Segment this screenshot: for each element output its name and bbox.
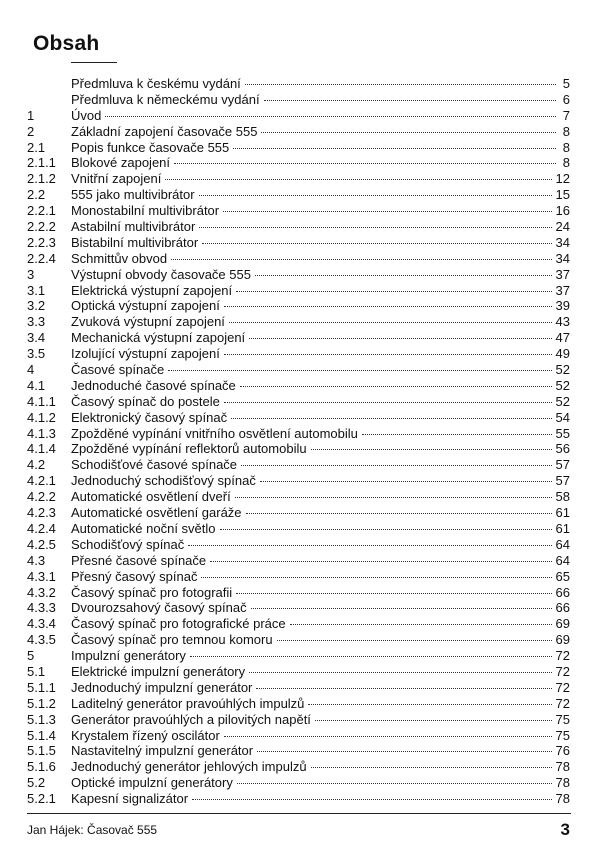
toc-entry-number: 5.1.5 [27,743,56,759]
toc-entry [0,569,600,585]
dot-leader [256,688,551,689]
toc-entry-page: 52 [555,362,570,378]
dot-leader [224,354,552,355]
toc-entry-title: Jednoduchý generátor jehlových impulzů [71,759,307,775]
toc-entry-title: Blokové zapojení [71,155,171,171]
dot-leader [277,640,552,641]
toc-entry-line [71,378,570,394]
toc-entry-number: 5 [27,648,35,664]
dot-leader [245,84,556,85]
toc-entry-page: 75 [555,711,570,727]
dot-leader [223,211,551,212]
toc-entry [0,759,600,775]
dot-leader [199,195,552,196]
toc-entry [0,489,600,505]
dot-leader [105,116,556,117]
toc-entry-number: 4.2.2 [27,489,56,505]
toc-entry-page: 8 [562,123,570,139]
toc-entry-page: 72 [555,695,570,711]
toc-entry-line [71,680,570,696]
toc-entry-number: 3.4 [27,330,46,346]
toc-entry-line [71,346,570,362]
toc-entry-line [71,283,570,299]
dot-leader [315,720,552,721]
toc-entry [0,235,600,251]
toc-entry-page: 54 [555,409,570,425]
toc-entry-title: Časový spínač pro fotografické práce [71,616,286,632]
toc-entry-title: Vnitřní zapojení [71,171,162,187]
toc-entry-line [71,521,570,537]
toc-entry-line [71,537,570,553]
dot-leader [246,513,552,514]
toc-entry-title: Jednoduchý impulzní generátor [71,679,253,695]
toc-entry-line [71,124,570,140]
toc-entry-line [71,585,570,601]
toc-entry [0,505,600,521]
toc-entry-line [71,362,570,378]
toc-entry-page: 7 [562,107,570,123]
dot-leader [249,672,551,673]
toc-entry-title: Schodišťové časové spínače [71,457,238,473]
toc-entry-page: 49 [555,346,570,362]
dot-leader [311,767,552,768]
toc-entry-number: 5.2 [27,775,46,791]
toc-entry [0,92,600,108]
dot-leader [236,291,551,292]
toc-entry-page: 56 [555,441,570,457]
dot-leader [236,593,551,594]
toc-entry-line [71,298,570,314]
toc-entry-line [71,171,570,187]
toc-entry-title: Předmluva k českému vydání [71,76,241,91]
toc-entry-page: 57 [555,473,570,489]
toc-entry-title: Optické impulzní generátory [71,775,233,791]
toc-entry-number: 4.3.5 [27,632,56,648]
dot-leader [255,275,552,276]
dot-leader [188,545,551,546]
toc-entry [0,171,600,187]
toc-entry-title: Nastavitelný impulzní generátor [71,743,254,759]
toc-entry-number: 2.2.4 [27,250,56,266]
dot-leader [362,434,552,435]
toc-entry-line [71,76,570,92]
toc-entry-page: 76 [555,743,570,759]
toc-entry-page: 52 [555,377,570,393]
dot-leader [235,497,552,498]
toc-entry [0,140,600,156]
toc-entry-line [71,791,570,807]
toc-entry [0,314,600,330]
toc-entry-title: Generátor pravoúhlých a pilovitých napětí [71,711,311,727]
toc-entry-page: 66 [555,584,570,600]
toc-entry-number: 5.1.4 [27,727,56,743]
toc-entry-number: 5.2.1 [27,791,56,807]
toc-entry-title: Popis funkce časovače 555 [71,139,230,155]
toc-entry [0,664,600,680]
toc-entry-line [71,696,570,712]
dot-leader [201,577,551,578]
toc-entry-title: Automatické osvětlení garáže [71,505,242,521]
toc-entry-number: 5.1.1 [27,679,56,695]
dot-leader [237,783,552,784]
toc-entry-line [71,457,570,473]
toc-entry-title: Krystalem řízený oscilátor [71,727,220,743]
toc-entry-line [71,759,570,775]
toc-entry-line [71,632,570,648]
toc-entry-title: Schmittův obvod [71,250,168,266]
toc-entry-page: 57 [555,457,570,473]
toc-entry-page: 75 [555,727,570,743]
toc-entry [0,712,600,728]
dot-leader [202,243,551,244]
toc-entry-title: Kapesní signalizátor [71,791,189,807]
toc-entry-line [71,219,570,235]
toc-entry-title: Přesné časové spínače [71,552,207,568]
toc-entry [0,441,600,457]
toc-entry-number: 4.3.4 [27,616,56,632]
toc-entry-page: 12 [555,171,570,187]
toc-entry-title: Základní zapojení časovače 555 [71,123,258,139]
toc-entry [0,362,600,378]
dot-leader [165,179,551,180]
toc-entry-line [71,108,570,124]
toc-entry [0,187,600,203]
toc-entry-line [71,728,570,744]
toc-entry-line [71,426,570,442]
toc-entry-page: 78 [555,775,570,791]
toc-entry-page: 66 [555,600,570,616]
toc-entry [0,696,600,712]
toc-entry-title: Časový spínač do postele [71,393,220,409]
toc-entry-title: Automatické noční světlo [71,520,216,536]
toc-entry-number: 4.2.4 [27,520,56,536]
toc-entry-number: 4.1.3 [27,425,56,441]
toc-entry-number: 4.2.1 [27,473,56,489]
toc-entry [0,155,600,171]
toc-entry-line [71,330,570,346]
toc-entry [0,632,600,648]
toc-entry-number: 4.2.5 [27,536,56,552]
dot-leader [231,418,551,419]
toc-entry [0,283,600,299]
toc-entry-page: 37 [555,282,570,298]
toc-entry-number: 4 [27,362,35,378]
footer-divider [27,813,571,814]
dot-leader [224,736,552,737]
toc-entry-number: 4.1.1 [27,393,56,409]
toc-entry-number: 4.2.3 [27,505,56,521]
toc-entry-number: 2.2.1 [27,203,56,219]
toc-entry-title: Automatické osvětlení dveří [71,489,231,505]
toc-entry-page: 43 [555,314,570,330]
toc-entry-line [71,569,570,585]
toc-entry-page: 58 [555,489,570,505]
page-number: 3 [560,820,570,839]
toc-entry-title: Jednoduchý schodišťový spínač [71,473,256,489]
toc-entry-page: 24 [555,219,570,235]
toc-entry-number: 3.3 [27,314,46,330]
toc-entry-number: 5.1 [27,663,46,679]
toc-entry [0,346,600,362]
toc-entry [0,124,600,140]
toc-entry-title: Jednoduché časové spínače [71,377,236,393]
toc-entry [0,410,600,426]
toc-entry-number: 4.3 [27,552,46,568]
toc-entry-line [71,410,570,426]
toc-entry [0,219,600,235]
toc-entry-line [71,203,570,219]
toc-entry-title: Přesný časový spínač [71,568,198,584]
toc-entry-number: 4.3.2 [27,584,56,600]
toc-entry-number: 4.2 [27,457,46,473]
toc-entry-number: 4.1.4 [27,441,56,457]
toc-entry-title: Časový spínač pro temnou komoru [71,632,273,648]
toc-entry-line [71,600,570,616]
toc-entry-page: 72 [555,679,570,695]
toc-entry-page: 78 [555,791,570,807]
toc-entry-line [71,505,570,521]
toc-entry [0,76,600,92]
dot-leader [168,370,551,371]
toc-entry-number: 3.5 [27,346,46,362]
toc-entry [0,791,600,807]
dot-leader [264,100,556,101]
toc-entry-title: Předmluva k německému vydání [71,91,260,107]
toc-entry-page: 64 [555,536,570,552]
dot-leader [261,132,556,133]
toc-entry-line [71,155,570,171]
toc-entry-page: 65 [555,568,570,584]
dot-leader [290,624,552,625]
toc-entry-line [71,140,570,156]
dot-leader [229,322,552,323]
toc-entry-number: 1 [27,107,35,123]
dot-leader [199,227,551,228]
toc-entry [0,394,600,410]
dot-leader [171,259,551,260]
toc-entry-line [71,92,570,108]
toc-entry [0,585,600,601]
toc-entry-page: 78 [555,759,570,775]
toc-entry-title: Dvourozsahový časový spínač [71,600,247,616]
toc-entry-page: 69 [555,632,570,648]
dot-leader [257,751,551,752]
title-divider [71,62,117,63]
dot-leader [233,148,556,149]
table-of-contents [0,76,600,807]
toc-entry [0,616,600,632]
toc-entry-number: 5.1.3 [27,711,56,727]
toc-entry-title: Laditelný generátor pravoúhlých impulzů [71,695,305,711]
toc-entry-number: 5.1.6 [27,759,56,775]
dot-leader [308,704,551,705]
dot-leader [224,402,552,403]
dot-leader [241,465,552,466]
toc-entry-page: 8 [562,139,570,155]
dot-leader [192,799,551,800]
toc-entry-number: 2.2.2 [27,219,56,235]
toc-entry-page: 6 [562,91,570,107]
toc-entry-page: 55 [555,425,570,441]
toc-entry [0,298,600,314]
toc-entry-title: Schodišťový spínač [71,536,185,552]
dot-leader [260,481,552,482]
toc-entry-line [71,616,570,632]
toc-entry-title: Elektrické impulzní generátory [71,663,246,679]
toc-entry-line [71,267,570,283]
toc-entry-title: Zvuková výstupní zapojení [71,314,225,330]
dot-leader [220,529,552,530]
toc-entry [0,203,600,219]
dot-leader [210,561,551,562]
toc-entry [0,648,600,664]
toc-entry [0,457,600,473]
toc-entry-title: Elektrická výstupní zapojení [71,282,233,298]
toc-entry-line [71,314,570,330]
toc-entry-title: 555 jako multivibrátor [71,187,195,203]
toc-entry [0,743,600,759]
toc-entry-line [71,187,570,203]
toc-entry [0,553,600,569]
toc-entry-title: Výstupní obvody časovače 555 [71,266,251,282]
toc-entry-line [71,664,570,680]
toc-entry-number: 2.2 [27,187,46,203]
toc-entry [0,600,600,616]
dot-leader [249,338,551,339]
toc-entry-number: 3.1 [27,282,46,298]
toc-entry [0,521,600,537]
toc-entry-page: 37 [555,266,570,282]
toc-entry-page: 69 [555,616,570,632]
toc-entry-title: Bistabilní multivibrátor [71,234,199,250]
toc-entry-number: 2.1.2 [27,171,56,187]
toc-entry [0,680,600,696]
toc-entry [0,378,600,394]
toc-entry-line [71,473,570,489]
toc-entry-page: 72 [555,648,570,664]
toc-entry-line [71,775,570,791]
toc-entry-number: 4.3.1 [27,568,56,584]
toc-entry-number: 4.1.2 [27,409,56,425]
toc-entry-number: 3.2 [27,298,46,314]
toc-entry-page: 52 [555,393,570,409]
toc-entry-number: 4.1 [27,377,46,393]
toc-entry-title: Časové spínače [71,362,165,378]
toc-entry [0,108,600,124]
toc-entry-page: 47 [555,330,570,346]
dot-leader [311,449,552,450]
page-title: Obsah [33,32,100,55]
toc-entry-page: 15 [555,187,570,203]
toc-entry-line [71,441,570,457]
toc-entry [0,728,600,744]
toc-entry-number: 5.1.2 [27,695,56,711]
footer-book-title: Jan Hájek: Časovač 555 [27,823,158,837]
dot-leader [240,386,552,387]
toc-entry-number: 2 [27,123,35,139]
toc-entry-title: Časový spínač pro fotografii [71,584,233,600]
toc-entry-title: Monostabilní multivibrátor [71,203,220,219]
toc-entry-page: 34 [555,250,570,266]
toc-entry-line [71,235,570,251]
toc-entry-line [71,553,570,569]
toc-entry-line [71,394,570,410]
dot-leader [190,656,552,657]
toc-entry [0,537,600,553]
toc-entry-line [71,251,570,267]
dot-leader [224,306,552,307]
toc-entry [0,251,600,267]
toc-entry-line [71,648,570,664]
toc-entry-page: 39 [555,298,570,314]
toc-entry-line [71,743,570,759]
toc-entry-number: 2.1.1 [27,155,56,171]
toc-entry-page: 8 [562,155,570,171]
toc-entry-page: 64 [555,552,570,568]
toc-entry-title: Elektronický časový spínač [71,409,228,425]
toc-entry [0,473,600,489]
toc-entry-title: Optická výstupní zapojení [71,298,220,314]
toc-entry-page: 61 [555,520,570,536]
toc-entry [0,267,600,283]
toc-entry-title: Zpožděné vypínání reflektorů automobilu [71,441,307,457]
toc-entry-line [71,489,570,505]
dot-leader [251,608,552,609]
toc-entry-title: Astabilní multivibrátor [71,219,196,235]
toc-entry [0,426,600,442]
toc-entry-line [71,712,570,728]
toc-entry-number: 2.2.3 [27,234,56,250]
toc-entry-title: Úvod [71,107,102,123]
toc-entry-title: Izolující výstupní zapojení [71,346,220,362]
toc-entry-page: 34 [555,234,570,250]
toc-entry-title: Impulzní generátory [71,648,186,664]
toc-entry [0,330,600,346]
toc-entry-title: Zpožděné vypínání vnitřního osvětlení automobilu [71,425,358,441]
toc-entry-page: 16 [555,203,570,219]
toc-entry-number: 3 [27,266,35,282]
toc-entry-number: 2.1 [27,139,46,155]
toc-entry-page: 61 [555,505,570,521]
toc-entry-page: 72 [555,663,570,679]
toc-entry-title: Mechanická výstupní zapojení [71,330,246,346]
dot-leader [174,163,556,164]
toc-entry [0,775,600,791]
toc-entry-page: 5 [562,76,570,91]
toc-entry-number: 4.3.3 [27,600,56,616]
